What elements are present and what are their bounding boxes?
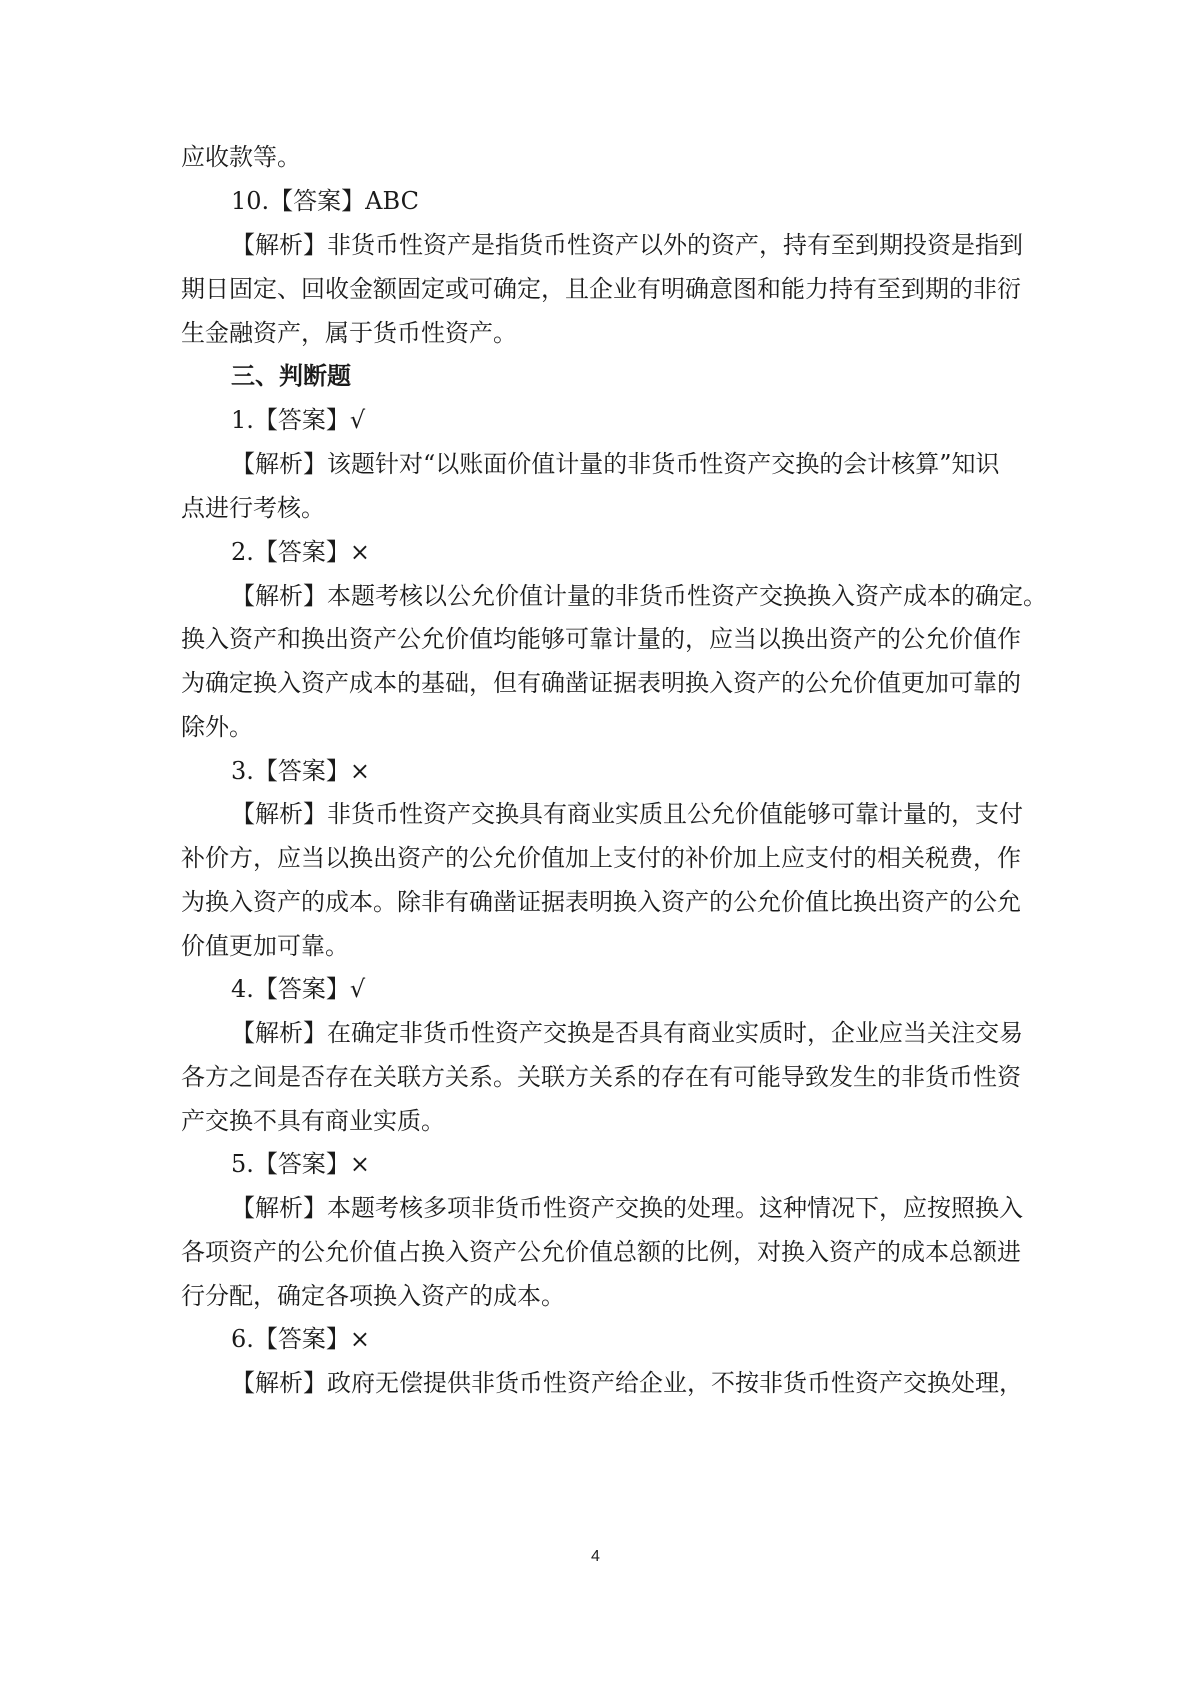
text-line: 期日固定、回收金额固定或可确定，且企业有明确意图和能力持有至到期的非衍 (181, 275, 1021, 303)
text-line: 点进行考核。 (181, 494, 325, 522)
analysis-line: 【解析】本题考核以公允价值计量的非货币性资产交换换入资产成本的确定。 (231, 582, 1047, 610)
text-line: 产交换不具有商业实质。 (181, 1107, 445, 1135)
analysis-line: 【解析】非货币性资产是指货币性资产以外的资产，持有至到期投资是指到 (231, 231, 1023, 259)
analysis-line: 【解析】该题针对“以账面价值计量的非货币性资产交换的会计核算”知识 (231, 450, 1000, 478)
text-line: 各项资产的公允价值占换入资产公允价值总额的比例，对换入资产的成本总额进 (181, 1238, 1021, 1266)
page-number: 4 (591, 1548, 600, 1565)
text-line: 应收款等。 (181, 143, 301, 171)
text-line: 各方之间是否存在关联方关系。关联方关系的存在有可能导致发生的非货币性资 (181, 1063, 1021, 1091)
answer-line: 5.【答案】× (231, 1150, 371, 1178)
analysis-line: 【解析】非货币性资产交换具有商业实质且公允价值能够可靠计量的，支付 (231, 800, 1023, 828)
analysis-line: 【解析】政府无偿提供非货币性资产给企业，不按非货币性资产交换处理， (231, 1369, 1023, 1397)
answer-line: 10.【答案】ABC (231, 187, 419, 215)
answer-line: 4.【答案】√ (231, 975, 366, 1003)
text-line: 价值更加可靠。 (181, 932, 349, 960)
text-line: 补价方，应当以换出资产的公允价值加上支付的补价加上应支付的相关税费，作 (181, 844, 1021, 872)
text-line: 换入资产和换出资产公允价值均能够可靠计量的，应当以换出资产的公允价值作 (181, 625, 1021, 653)
section-heading: 三、判断题 (231, 362, 351, 390)
text-line: 除外。 (181, 713, 253, 741)
answer-line: 1.【答案】√ (231, 406, 366, 434)
answer-line: 2.【答案】× (231, 538, 371, 566)
text-line: 为确定换入资产成本的基础，但有确凿证据表明换入资产的公允价值更加可靠的 (181, 669, 1021, 697)
answer-line: 6.【答案】× (231, 1325, 371, 1353)
analysis-line: 【解析】在确定非货币性资产交换是否具有商业实质时，企业应当关注交易 (231, 1019, 1023, 1047)
answer-line: 3.【答案】× (231, 757, 371, 785)
analysis-line: 【解析】本题考核多项非货币性资产交换的处理。这种情况下，应按照换入 (231, 1194, 1023, 1222)
text-line: 生金融资产，属于货币性资产。 (181, 319, 517, 347)
text-line: 行分配，确定各项换入资产的成本。 (181, 1282, 565, 1310)
text-line: 为换入资产的成本。除非有确凿证据表明换入资产的公允价值比换出资产的公允 (181, 888, 1021, 916)
